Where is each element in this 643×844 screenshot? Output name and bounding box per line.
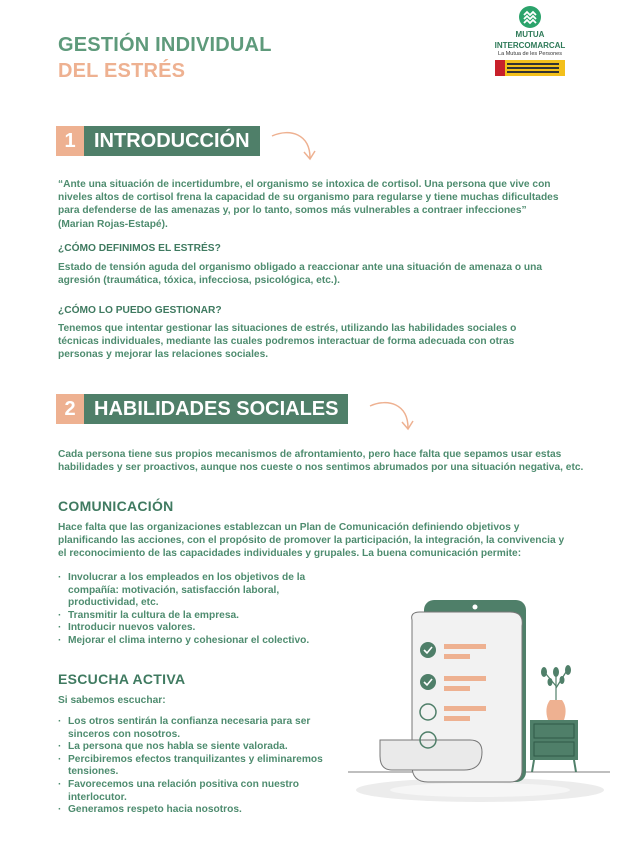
list-item: · Percibiremos efectos tranquilizantes y eliminaremos tensiones. <box>58 754 323 779</box>
answer-text: Tenemos que intentar gestionar las situaciones de estrés, utilizando las habilidades sociales o técnicas individuales, mediante las cuales podremos interactuar de forma adecuada con otras personas y mejorar las relaciones sociales. <box>58 323 517 361</box>
logo-tagline: La Mutua de les Persones <box>498 51 562 57</box>
mutua-logo <box>490 6 570 86</box>
bullet-list <box>58 572 309 648</box>
subsection-heading: ESCUCHA ACTIVA <box>58 671 186 687</box>
question-heading: ¿CÓMO DEFINIMOS EL ESTRÉS? <box>58 243 221 254</box>
subsection-text: Si sabemos escuchar: <box>58 695 166 706</box>
curved-arrow-icon <box>270 128 318 164</box>
bullet-list <box>58 716 323 817</box>
government-seal-icon <box>495 60 565 76</box>
list-item: · Introducir nuevos valores. <box>58 622 309 635</box>
list-item: · Generamos respeto hacia nosotros. <box>58 804 323 817</box>
section-title: INTRODUCCIÓN <box>84 126 260 156</box>
list-item: · Los otros sentirán la confianza necesaria para ser sinceros con nosotros. <box>58 716 323 741</box>
question-heading: ¿CÓMO LO PUEDO GESTIONAR? <box>58 305 222 316</box>
list-item: · La persona que nos habla se siente valorada. <box>58 741 323 754</box>
section-title: HABILIDADES SOCIALES <box>84 394 348 424</box>
intro-quote: “Ante una situación de incertidumbre, el organismo se intoxica de cortisol. Una persona que vive con niveles altos de cortisol frena la capacidad de su organismo para regularse y tiene muchas dificultades para defenderse de las amenazas y, por lo tanto, somos más vulnerables a contraer infecciones” (Marian Rojas-Estapé). <box>58 179 559 230</box>
mutua-logo-icon <box>519 6 541 28</box>
list-item: · Favorecemos una relación positiva con nuestro interlocutor. <box>58 779 323 804</box>
curved-arrow-icon <box>368 398 416 434</box>
logo-name-line2: INTERCOMARCAL <box>494 41 566 50</box>
logo-name-line1: MUTUA <box>515 30 545 39</box>
answer-text: Estado de tensión aguda del organismo obligado a reaccionar ante una situación de amenaza o una agresión (traumática, tóxica, infecciosa, psicológica, etc.). <box>58 262 543 287</box>
phone-checklist-illustration <box>340 590 640 810</box>
list-item: · Transmitir la cultura de la empresa. <box>58 610 309 623</box>
subsection-text: Hace falta que las organizaciones establezcan un Plan de Comunicación definiendo objetivos y planificando las acciones, con el propósito de promover la participación, la integración, la convivencia y el reconocimiento de las capacidades individuales y grupales. La buena comunicación permite: <box>58 522 565 560</box>
page-subtitle: DEL ESTRÉS <box>58 60 186 82</box>
section-number: 1 <box>56 126 84 156</box>
list-item: · Mejorar el clima interno y cohesionar el colectivo. <box>58 635 309 648</box>
section-number: 2 <box>56 394 84 424</box>
subsection-heading: COMUNICACIÓN <box>58 498 174 514</box>
section-intro: Cada persona tiene sus propios mecanismos de afrontamiento, pero hace falta que sepamos usar estas habilidades y ser proactivos, aunque nos cueste o nos sentimos abrumados por una situación negativa, etc. <box>58 449 584 474</box>
list-item: · Involucrar a los empleados en los objetivos de la compañía: motivación, satisfacción laboral, productividad, etc. <box>58 572 309 610</box>
page-title: GESTIÓN INDIVIDUAL <box>58 34 272 56</box>
